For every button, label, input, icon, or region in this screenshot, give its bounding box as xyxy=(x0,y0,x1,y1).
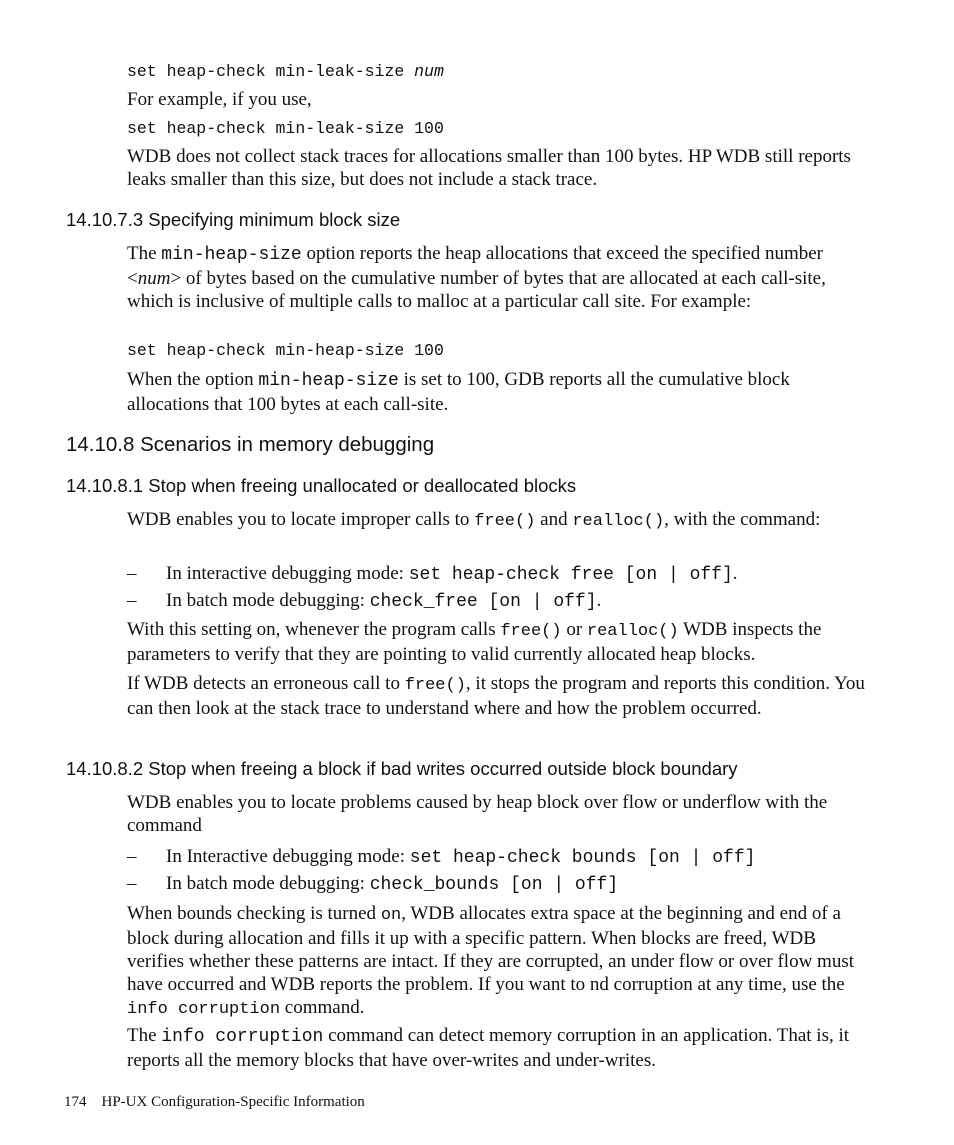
inline-code: check_free [on | off] xyxy=(369,592,597,612)
text: is set to 100, GDB reports all the cumulative block allocations that 100 bytes at each call-site. xyxy=(127,369,790,415)
inline-code: on xyxy=(380,906,402,925)
code-line: set heap-check min-heap-size 100 xyxy=(127,341,444,360)
text: The xyxy=(127,243,162,264)
paragraph xyxy=(127,1024,867,1072)
text: > of bytes based on the cumulative number of bytes that are allocated at each call-site, which is inclusive of multiple calls to malloc at a particular call site. For example: xyxy=(127,268,826,312)
inline-code: free() xyxy=(404,676,466,695)
paragraph xyxy=(127,672,867,720)
dash-bullet: – xyxy=(127,846,137,867)
italic-text: num xyxy=(137,268,171,289)
inline-code: realloc() xyxy=(572,512,665,531)
paragraph xyxy=(127,508,867,533)
text: With this setting on, whenever the program calls xyxy=(127,619,501,640)
inline-code: info corruption xyxy=(161,1027,324,1047)
text: . xyxy=(732,563,738,584)
text: In batch mode debugging: xyxy=(166,590,370,611)
text: , it stops the program and reports this condition. You can then look at the stack trace to understand where and how the problem occurred. xyxy=(127,673,865,719)
paragraph xyxy=(127,618,867,666)
dash-bullet: – xyxy=(127,590,137,611)
footer-title: HP-UX Configuration-Specific Information xyxy=(101,1094,365,1110)
dash-bullet: – xyxy=(127,563,137,584)
text: The xyxy=(127,1025,162,1046)
text: , WDB allocates extra space at the beginning and end of a block during allocation and fills it up with a specific pattern. When blocks are freed, WDB verifies whether these patterns are intact. If they are corrupted, an under flow or over flow must have occurred and WDB reports the problem. If you want to nd corruption at any time, use the xyxy=(127,903,854,995)
code-line xyxy=(127,62,444,82)
text: WDB inspects the parameters to verify that they are pointing to valid currently allocated heap blocks. xyxy=(127,619,822,665)
paragraph xyxy=(127,368,867,416)
text: option reports the heap allocations that exceed the specified number < xyxy=(127,243,823,289)
dash-bullet: – xyxy=(127,873,137,894)
code-line: set heap-check min-leak-size 100 xyxy=(127,119,444,138)
text: command can detect memory corruption in an application. That is, it reports all the memory blocks that have over-writes and under-writes. xyxy=(127,1025,850,1071)
text: command. xyxy=(280,997,365,1018)
section-heading: 14.10.8.1 Stop when freeing unallocated or deallocated blocks xyxy=(66,475,577,496)
text: When bounds checking is turned xyxy=(127,903,381,924)
text: If WDB detects an erroneous call to xyxy=(127,673,405,694)
page-footer xyxy=(64,1093,365,1111)
text: . xyxy=(596,590,602,611)
inline-code: info corruption xyxy=(127,1000,281,1019)
text: In batch mode debugging: xyxy=(166,873,370,894)
inline-code: set heap-check free [on | off] xyxy=(408,565,733,585)
section-heading: 14.10.8.2 Stop when freeing a block if bad writes occurred outside block boundary xyxy=(66,758,738,779)
text: In interactive debugging mode: xyxy=(166,563,409,584)
text: or xyxy=(561,619,587,640)
text: WDB enables you to locate improper calls to xyxy=(127,509,475,530)
paragraph xyxy=(127,242,867,313)
inline-code: free() xyxy=(500,622,562,641)
section-heading: 14.10.8 Scenarios in memory debugging xyxy=(66,433,435,456)
code-argument: num xyxy=(414,62,444,81)
section-heading: 14.10.7.3 Specifying minimum block size xyxy=(66,209,401,230)
inline-code: set heap-check bounds [on | off] xyxy=(409,848,756,868)
paragraph: WDB enables you to locate problems caused by heap block over flow or underflow with the command xyxy=(127,792,828,836)
inline-code: realloc() xyxy=(586,622,679,641)
page-number: 174 xyxy=(64,1094,87,1110)
paragraph: WDB does not collect stack traces for allocations smaller than 100 bytes. HP WDB still reports leaks smaller than this size, but does not include a stack trace. xyxy=(127,146,851,190)
inline-code: min-heap-size xyxy=(161,245,302,265)
inline-code: free() xyxy=(474,512,536,531)
code-text: set heap-check min-leak-size xyxy=(127,62,415,81)
paragraph xyxy=(127,902,867,1021)
text: When the option xyxy=(127,369,259,390)
text: In Interactive debugging mode: xyxy=(166,846,410,867)
paragraph: For example, if you use, xyxy=(127,89,312,110)
text: , with the command: xyxy=(664,509,821,530)
text: and xyxy=(535,509,573,530)
inline-code: check_bounds [on | off] xyxy=(369,875,619,895)
inline-code: min-heap-size xyxy=(258,371,399,391)
